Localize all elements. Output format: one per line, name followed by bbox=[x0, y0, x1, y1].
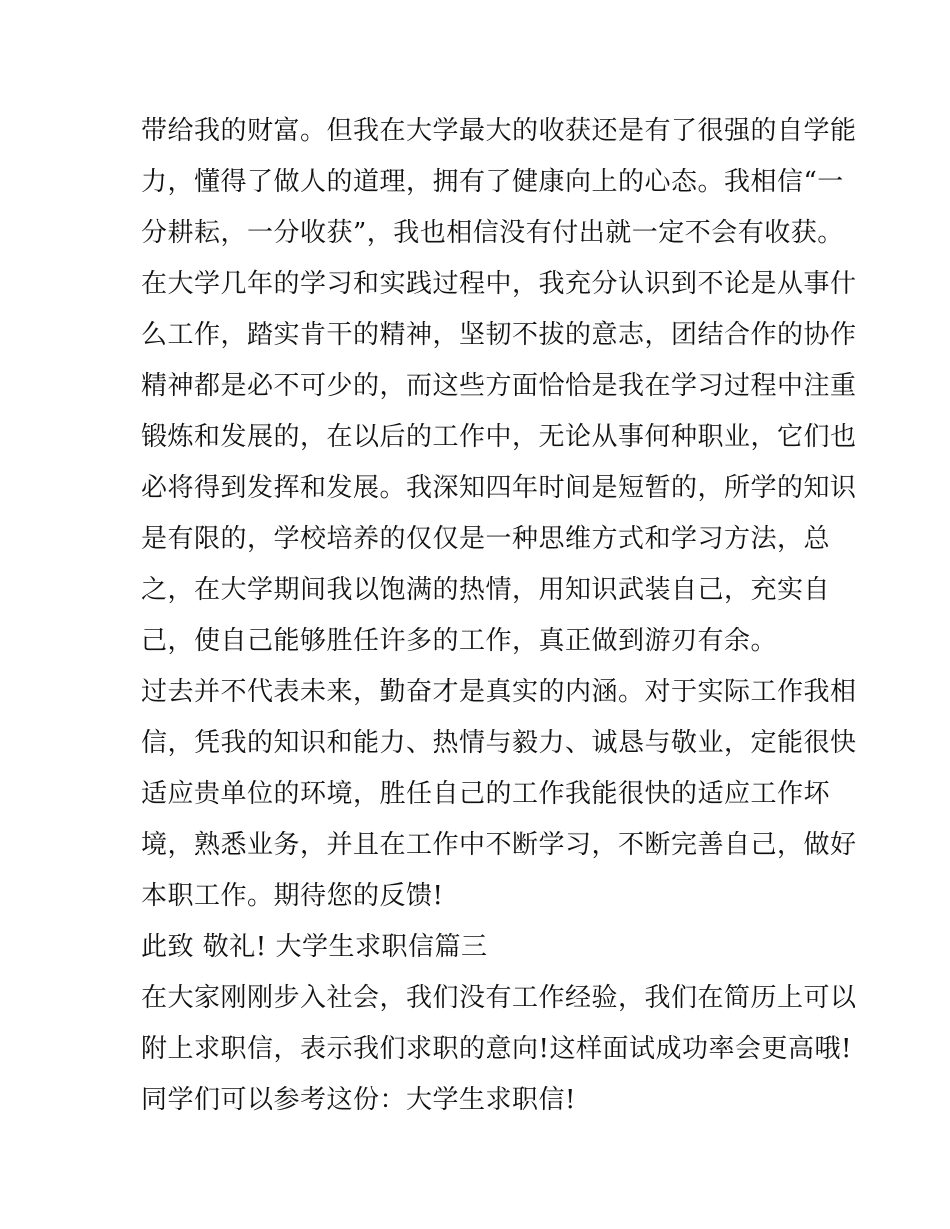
text-line: 锻炼和发展的，在以后的工作中，无论从事何种职业，它们也 bbox=[141, 422, 857, 452]
text-line: 附上求职信，表示我们求职的意向!这样面试成功率会更高哦! bbox=[141, 1034, 852, 1064]
text-line: 同学们可以参考这份：大学生求职信! bbox=[141, 1085, 576, 1115]
text-line: 在大家刚刚步入社会，我们没有工作经验，我们在简历上可以 bbox=[141, 983, 857, 1013]
text-line: 么工作，踏实肯干的精神，坚韧不拔的意志，团结合作的协作 bbox=[141, 320, 857, 350]
text-line: 带给我的财富。但我在大学最大的收获还是有了很强的自学能 bbox=[141, 116, 857, 146]
document-body bbox=[141, 106, 857, 1126]
text-line: 过去并不代表未来，勤奋才是真实的内涵。对于实际工作我相 bbox=[141, 677, 857, 707]
text-line: 必将得到发挥和发展。我深知四年时间是短暂的，所学的知识 bbox=[141, 473, 857, 503]
text-line: 在大学几年的学习和实践过程中，我充分认识到不论是从事什 bbox=[141, 269, 857, 299]
text-line: 之，在大学期间我以饱满的热情，用知识武装自己，充实自 bbox=[141, 575, 831, 605]
text-line: 力，懂得了做人的道理，拥有了健康向上的心态。我相信“一 bbox=[141, 167, 844, 197]
text-line: 信，凭我的知识和能力、热情与毅力、诚恳与敬业，定能很快 bbox=[141, 728, 857, 758]
text-line: 己，使自己能够胜任许多的工作，真正做到游刃有余。 bbox=[141, 626, 778, 656]
text-line: 精神都是必不可少的，而这些方面恰恰是我在学习过程中注重 bbox=[141, 371, 857, 401]
text-line: 本职工作。期待您的反馈! bbox=[141, 881, 444, 911]
text-line: 适应贵单位的环境，胜任自己的工作我能很快的适应工作坏 bbox=[141, 779, 831, 809]
text-line: 是有限的，学校培养的仅仅是一种思维方式和学习方法，总 bbox=[141, 524, 831, 554]
text-line: 分耕耘，一分收获”，我也相信没有付出就一定不会有收获。 bbox=[141, 218, 844, 248]
section-heading: 此致 敬礼! 大学生求职信篇三 bbox=[141, 932, 488, 962]
text-line: 境，熟悉业务，并且在工作中不断学习，不断完善自己，做好 bbox=[141, 830, 857, 860]
